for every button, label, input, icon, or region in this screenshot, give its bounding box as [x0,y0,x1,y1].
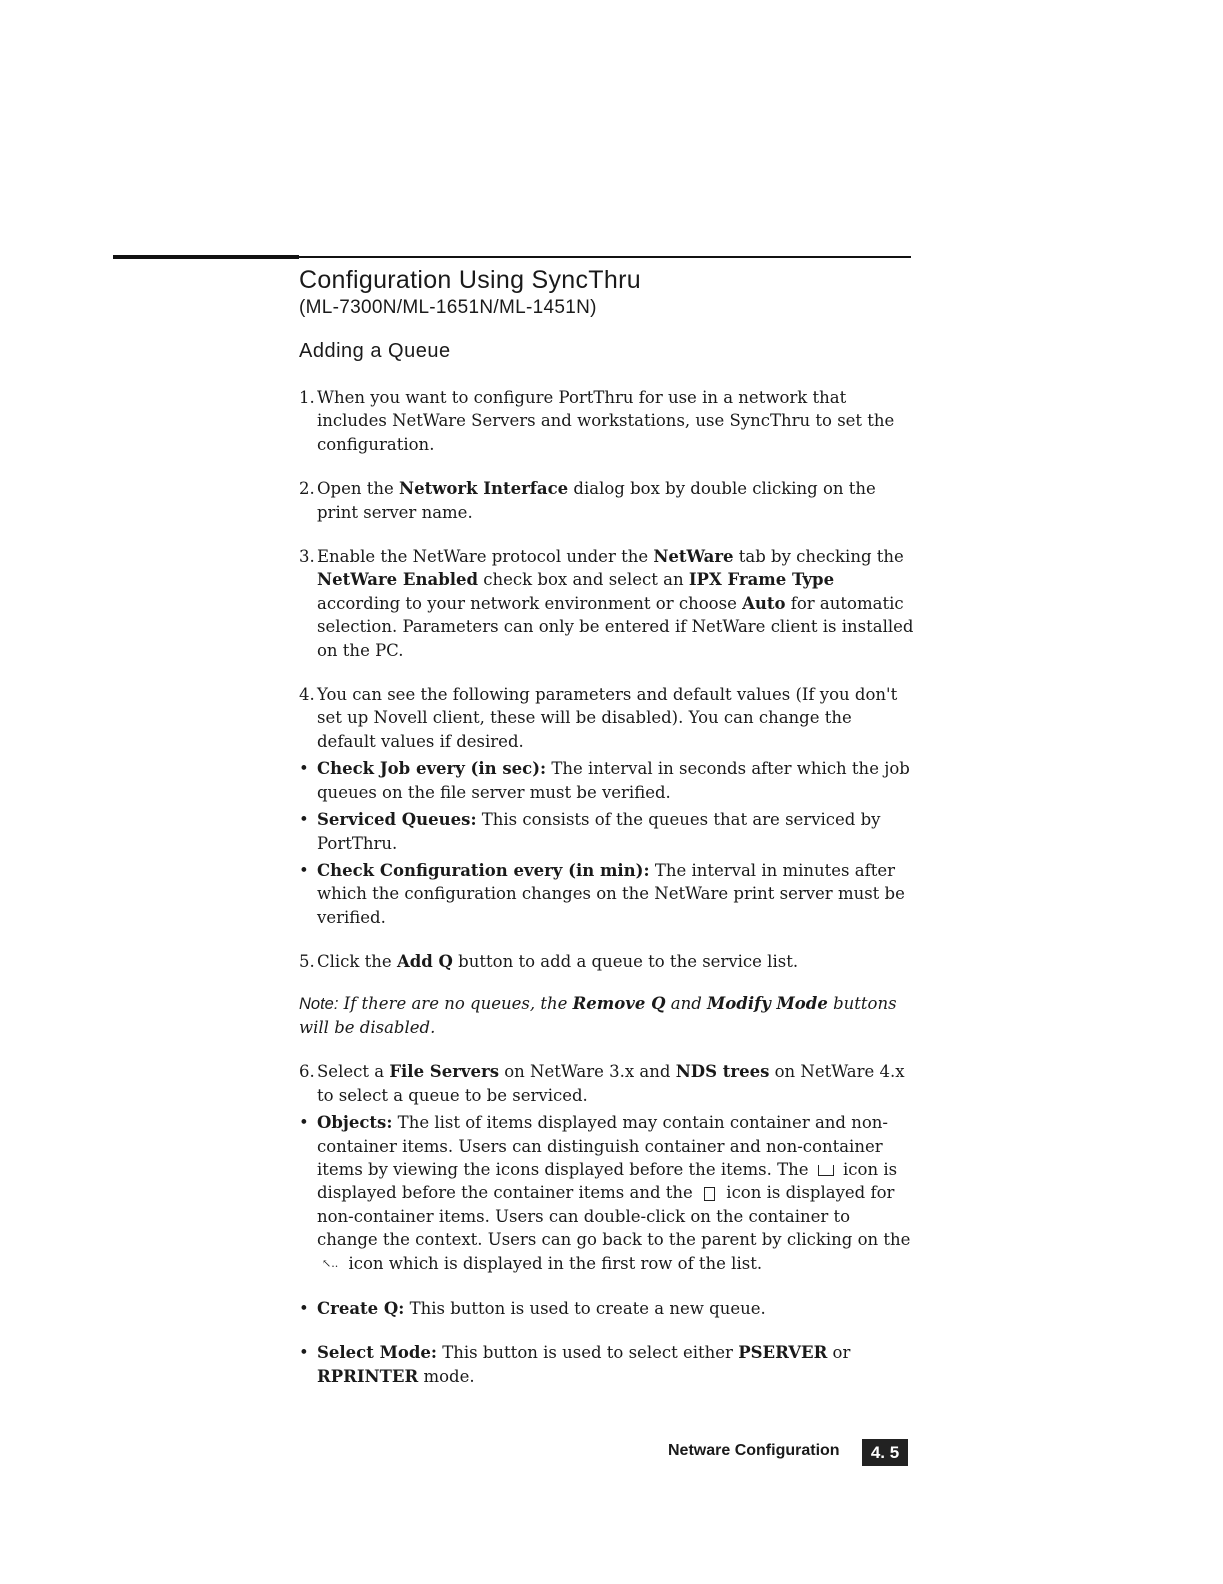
bullet-icon: • [299,1343,309,1363]
term-rprinter: RPRINTER [317,1366,419,1386]
bullet-text: The interval in seconds after which the job queues on the file server must be verified. [317,759,910,802]
step-2 [299,477,914,524]
step-4 [299,683,914,753]
container-folder-icon [818,1165,834,1176]
step-1 [299,386,914,456]
term-file-servers: File Servers [389,1062,499,1082]
bullet-check-configuration [299,859,914,929]
bullet-text: This button is used to create a new queue. [404,1298,766,1318]
bullet-text: This consists of the queues that are serviced by PortThru. [317,810,881,853]
step-number: 2. [299,479,315,499]
bullet-serviced-queues [299,808,914,855]
footer-section-title: Netware Configuration [668,1442,840,1459]
step-text: tab by checking the [733,547,904,567]
bullet-text: The interval in minutes after which the configuration changes on the NetWare print server must be verified. [317,860,905,927]
term-nds-trees: NDS trees [675,1062,770,1082]
term-netware-tab: NetWare [653,547,734,567]
term-ipx-frame-type: IPX Frame Type [688,570,835,590]
step-text: button to add a queue to the service list. [452,952,799,972]
header-rule-thick [113,255,299,259]
bullet-icon: • [299,759,309,779]
step-text: Enable the NetWare protocol under the [317,547,654,567]
step-number: 6. [299,1062,315,1082]
step-3 [299,545,914,662]
bullet-text: icon is displayed for non-container items. Users can double-click on the container to change the context. Users can go back to the parent by clicking on the [317,1183,911,1250]
note [299,992,914,1040]
note-label: Note: [299,994,339,1013]
step-text: for automatic selection. Parameters can only be entered if NetWare client is installed on the PC. [317,593,914,660]
parent-folder-icon: ↖.. [322,1257,339,1271]
term-netware-enabled: NetWare Enabled [317,570,479,590]
term-pserver: PSERVER [738,1343,828,1363]
bullet-check-job [299,757,914,804]
note-text: and [665,993,708,1013]
bullet-icon: • [299,810,309,830]
step-text: Click the [317,952,397,972]
step-number: 4. [299,685,315,705]
term-remove-q: Remove Q [572,993,666,1013]
step-text: When you want to configure PortThru for use in a network that includes NetWare Servers and workstations, use SyncThru to set the configuration. [317,388,895,454]
bullet-label: Create Q: [317,1298,405,1318]
term-add-q: Add Q [396,952,453,972]
bullet-text: or [827,1343,851,1363]
note-text: buttons will be disabled. [299,993,897,1037]
step-6 [299,1060,914,1107]
step-text: on NetWare 4.x to select a queue to be serviced. [317,1062,905,1105]
note-text: If there are no queues, the [338,993,573,1013]
non-container-item-icon [704,1187,715,1201]
step-text: according to your network environment or choose [317,593,743,613]
step-number: 3. [299,547,315,567]
step-text: check box and select an [478,570,689,590]
bullet-label: Objects: [317,1113,393,1133]
document-body [299,386,914,1388]
bullet-objects [299,1111,914,1276]
bullet-select-mode [299,1341,914,1388]
page-number-badge: 4. 5 [862,1439,908,1466]
page-title: Configuration Using SyncThru [299,266,641,294]
bullet-icon: • [299,860,309,880]
bullet-text: icon which is displayed in the first row of the list. [343,1253,763,1273]
bullet-text: The list of items displayed may contain container and non-container items. Users can distinguish container and non-container items by viewing the icons displayed before the items. The [317,1113,888,1179]
step-text: dialog box by double clicking on the print server name. [317,479,876,522]
page-subtitle: (ML-7300N/ML-1651N/ML-1451N) [299,297,597,318]
bullet-icon: • [299,1298,309,1318]
step-number: 5. [299,952,315,972]
bullet-icon: • [299,1113,309,1133]
step-text: Select a [317,1062,390,1082]
bullet-text: This button is used to select either [437,1343,739,1363]
term-modify-mode: Modify Mode [707,993,828,1013]
header-rule [299,256,911,258]
bullet-text: mode. [418,1366,475,1386]
step-text: Open the [317,479,399,499]
bullet-label: Check Job every (in sec): [317,759,547,779]
step-number: 1. [299,388,315,407]
bullet-label: Serviced Queues: [317,810,477,830]
step-5 [299,950,914,973]
section-heading: Adding a Queue [299,340,451,362]
step-text: on NetWare 3.x and [498,1062,676,1082]
step-text: You can see the following parameters and default values (If you don't set up Novell client, these will be disabled). You can change the default values if desired. [317,685,898,751]
bullet-create-q [299,1297,914,1320]
bullet-label: Select Mode: [317,1343,437,1363]
term-auto: Auto [742,593,786,613]
bullet-label: Check Configuration every (in min): [317,860,650,880]
bullet-text: icon is displayed before the container items and the [317,1159,898,1203]
term-network-interface: Network Interface [399,479,569,499]
